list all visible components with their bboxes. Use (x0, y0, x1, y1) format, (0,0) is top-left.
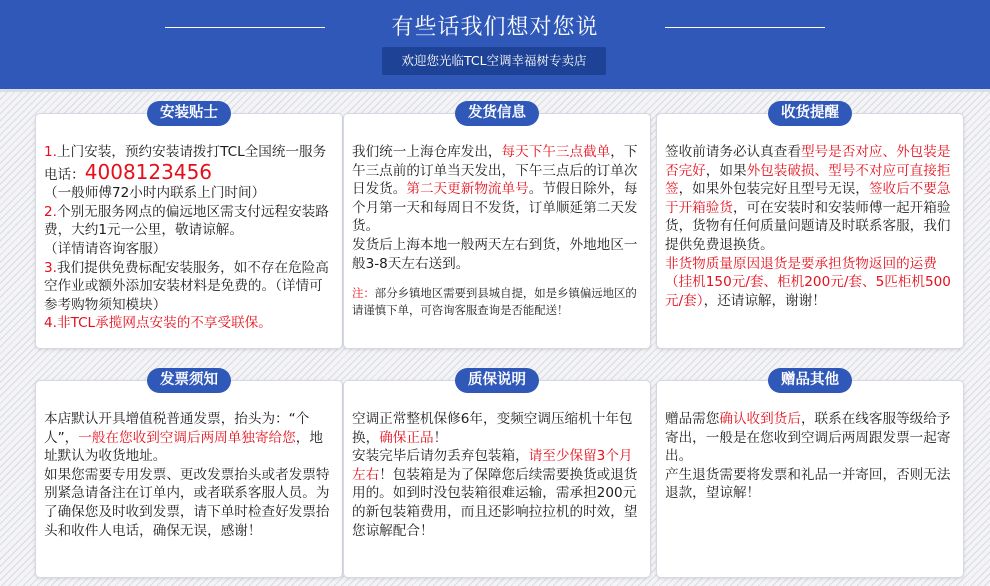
install-item-3-number: 3. (44, 259, 57, 276)
gift-other-body (665, 410, 957, 503)
invoice-notice-body (44, 410, 336, 540)
return-fee-paragraph (665, 255, 957, 311)
install-tips-body (44, 143, 336, 333)
check-model-highlight: 型号是否对应、外包装是否完好 (665, 144, 951, 179)
shipping-note-label: 注： (352, 286, 375, 301)
gift-paragraph-1 (665, 410, 957, 466)
install-tips-card (35, 105, 343, 349)
invoice-notice-card (35, 372, 343, 578)
install-item-2-note: （详情请咨询客服） (44, 240, 167, 257)
keep-box-highlight: 请至少保留3个月左右 (352, 448, 633, 483)
install-item-1-text: 上门安装，预约安装请拨打TCL全国统一服务电话： (44, 144, 327, 183)
warranty-text-2: ！ (433, 429, 448, 446)
shipping-text-3: 。节假日除外，每个月第一天和每周日不发货，订单顺延第二天发货。 (352, 181, 638, 235)
warranty-text-1: 空调正常整机保修6年，变频空调压缩机十年包换， (352, 411, 633, 446)
install-item-2 (44, 203, 336, 240)
header-banner (0, 0, 990, 92)
shipping-info-title: 发货信息 (455, 101, 539, 126)
install-item-1 (44, 143, 336, 184)
install-item-1-number: 1. (44, 144, 57, 160)
invoice-notice-title: 发票须知 (147, 368, 231, 393)
do-not-open-highlight: 签收后不要急于开箱验货 (665, 181, 951, 216)
invoice-paragraph-1 (44, 410, 336, 466)
invoice-timing-highlight: 一般在您收到空调后两周单独寄给您 (78, 429, 296, 446)
install-item-3-text: 我们提供免费标配安装服务，如不存在危险高空作业或额外添加安装材料是免费的。（详情可参考购物须知模块） (44, 259, 329, 313)
receipt-reminder-body (665, 143, 957, 310)
gift-paragraph-2: 产生退货需要将发票和礼品一并寄回，否则无法退款，望谅解！ (665, 466, 951, 502)
gift-other-card (656, 372, 964, 578)
warranty-title: 质保说明 (455, 368, 539, 393)
receipt-reminder-card (656, 105, 964, 349)
install-item-2-number: 2. (44, 203, 57, 220)
service-phone: 4008123456 (84, 159, 213, 184)
gift-text-2: ，联系在线客服等级给予寄出，一般是在您收到空调后两周跟发票一起寄出。 (665, 411, 951, 465)
gift-confirm-highlight: 确认收到货后 (719, 411, 801, 427)
header-divider-right (665, 27, 825, 28)
shipping-text-2: ，下午三点前的订单当天发出，下午三点后的订单次日发货。 (352, 144, 638, 198)
gift-other-title: 赠品其他 (768, 368, 852, 393)
genuine-highlight: 确保正品 (379, 429, 434, 446)
receipt-reminder-title: 收货提醒 (768, 101, 852, 126)
warranty-paragraph-1 (352, 410, 644, 447)
install-item-1-note: （一般师傅72小时内联系上门时间） (44, 185, 266, 202)
warranty-paragraph-2 (352, 447, 644, 540)
receipt-text-4: ，可在安装时和安装师傅一起开箱验货，货物有任何质量问题请及时联系客服，我们提供免费退换货。 (665, 199, 951, 253)
receipt-text-1: 签收前请务必认真查看 (665, 144, 801, 160)
delivery-time-text: 发货后上海本地一般两天左右到货，外地地区一般3-8天左右送到。 (352, 236, 638, 272)
receipt-text-3: ，如果外包装完好且型号无误， (678, 181, 869, 198)
warranty-text-4: ！包装箱是为了保障您后续需要换货或退货用的。如到时没包装箱很难运输，需承担200元的新包装箱费用，而且还影响拉拉机的时效，望您谅解配合！ (352, 466, 638, 539)
warranty-body (352, 410, 644, 540)
shipping-note (352, 285, 644, 319)
invoice-text-1: 本店默认开具增值税普通发票，抬头为：“个人”， (44, 411, 310, 446)
shipping-note-text: 部分乡镇地区需要到县城自提，如是乡镇偏远地区的请谨慎下单，可咨询客服查询是否能配送！ (352, 286, 637, 318)
invoice-paragraph-2: 如果您需要专用发票、更改发票抬头或者发票特别紧急请备注在订单内，或者联系客服人员。为了确保您及时收到发票，请下单时检查好发票抬头和收件人电话，确保无误，感谢！ (44, 466, 330, 539)
cutoff-time-highlight: 每天下午三点截单 (501, 144, 611, 160)
shipping-info-card (343, 105, 651, 349)
warranty-text-3: 安装完毕后请勿丢弃包装箱， (352, 448, 529, 465)
invoice-text-2: ，地址默认为收货地址。 (44, 429, 323, 465)
receipt-text-6: ，还请谅解，谢谢！ (703, 292, 826, 309)
return-fee-highlight: 非货物质量原因退货是要承担货物返回的运费（挂机150元/套、柜机200元/套、5匹柜机500元/套） (665, 255, 951, 309)
receipt-paragraph (665, 143, 957, 255)
install-tips-title: 安装贴士 (147, 101, 231, 126)
install-item-2-text: 个别无服务网点的偏远地区需支付远程安装路费，大约1元一公里，敬请谅解。 (44, 203, 329, 239)
tracking-update-highlight: 第二天更新物流单号 (406, 181, 529, 198)
page-title: 有些话我们想对您说 (391, 15, 599, 40)
install-item-4: 4.非TCL承揽网点安装的不享受联保。 (44, 315, 272, 332)
receipt-text-2: ，如果 (705, 162, 747, 179)
refuse-damaged-highlight: 外包装破损、型号不对应可直接拒签 (665, 162, 951, 198)
shipping-paragraph (352, 143, 644, 236)
welcome-banner: 欢迎您光临TCL空调幸福树专卖店 (382, 47, 606, 75)
shipping-info-body (352, 143, 644, 319)
shipping-text-1: 我们统一上海仓库发出， (352, 144, 502, 160)
warranty-card (343, 372, 651, 578)
gift-text-1: 赠品需您 (665, 411, 720, 427)
install-item-3 (44, 259, 336, 315)
